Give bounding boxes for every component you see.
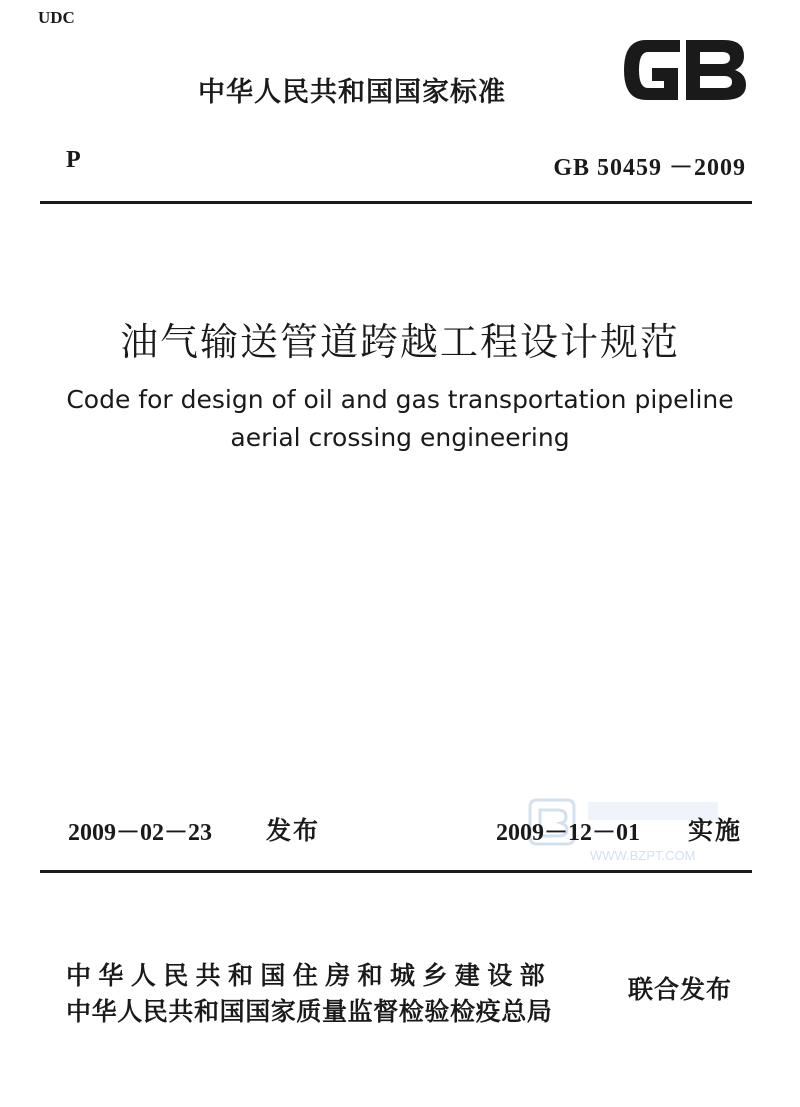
issue-label: 发布 — [266, 816, 321, 845]
gb-logo-icon — [616, 28, 749, 112]
udc-label: UDC — [38, 8, 75, 27]
bottom-divider — [40, 870, 752, 873]
issuer-ministry: 中华人民共和国住房和城乡建设部 — [66, 961, 553, 990]
implementation-label: 实施 — [688, 816, 743, 845]
issue-date: 2009－02－23 — [68, 820, 212, 846]
top-divider — [40, 201, 752, 204]
implementation-date: 2009－12－01 — [496, 820, 640, 846]
standard-number: GB 50459 －2009 — [553, 155, 746, 181]
title-chinese: 油气输送管道跨越工程设计规范 — [119, 320, 680, 364]
national-standard-heading: 中华人民共和国国家标准 — [198, 77, 506, 108]
issuer-aqsiq: 中华人民共和国国家质量监督检验检疫总局 — [66, 997, 553, 1026]
title-english-line1: Code for design of oil and gas transportation pipeline — [66, 385, 734, 414]
watermark-url: WWW.BZPT.COM — [590, 848, 696, 863]
classification-code: P — [66, 147, 81, 173]
title-english-line2: aerial crossing engineering — [230, 423, 570, 452]
joint-issue-label: 联合发布 — [628, 975, 733, 1004]
